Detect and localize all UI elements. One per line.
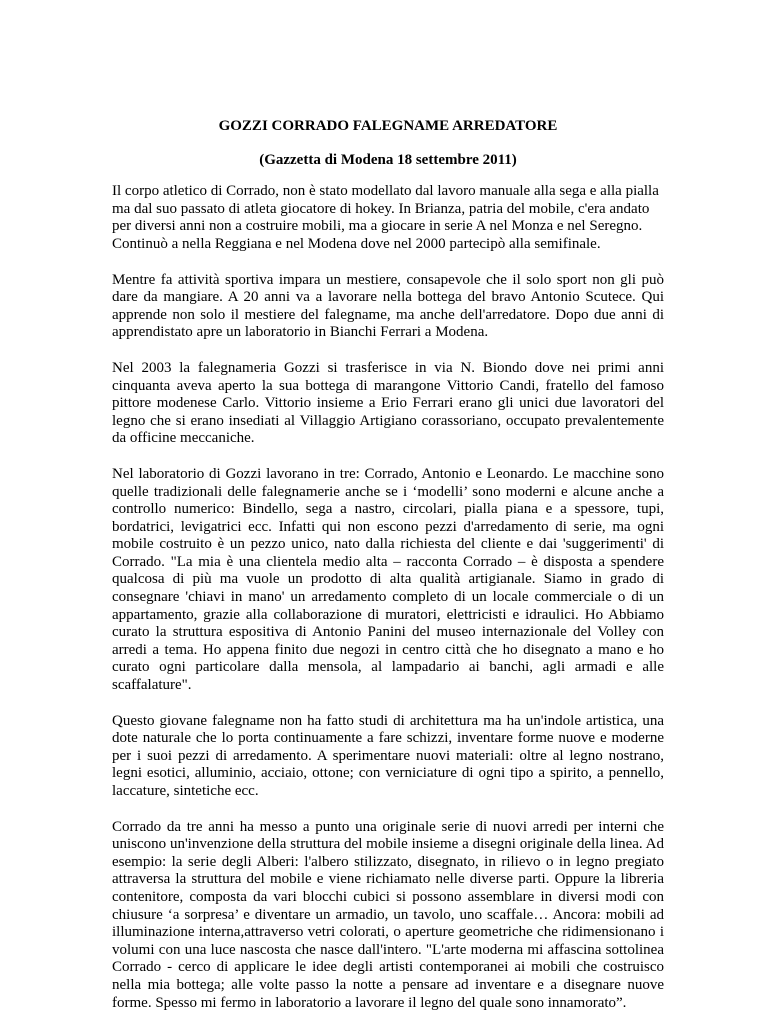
- paragraph-6: Corrado da tre anni ha messo a punto una originale serie di nuovi arredi per interni che uniscono un'invenzione della struttura del mobile insieme a disegni originale della linea. Ad esempio: la serie degli Alberi: l'albero stilizzato, disegnato, in rilievo o in legno pregiato attraversa la struttura del mobile e viene richiamato nelle diverse parti. Oppure la libreria contenitore, composta da vari blocchi cubici si possono assemblare in diversi modi con chiusure ‘a sorpresa’ e diventare un armadio, un tavolo, uno scaffale… Ancora: mobili ad illuminazione interna,attraverso vetri colorati, o aperture geometriche che ridimensionano i volumi con una luce nascosta che nasce dall'intero. "L'arte moderna mi affascina sottolinea Corrado - cerco di applicare le idee degli artisti contemporanei ai mobili che costruisco nella mia bottega; alle volte passo la notte a pensare ad inventare e a disegnare nuove forme. Spesso mi fermo in laboratorio a lavorare il legno del quale sono innamorato”.: [112, 818, 664, 1011]
- paragraph-4: Nel laboratorio di Gozzi lavorano in tre: Corrado, Antonio e Leonardo. Le macchine sono quelle tradizionali delle falegnamerie anche se i ‘modelli’ sono moderni e alcune anche a controllo numerico: Bindello, sega a nastro, circolari, pialla piana e a spessore, tupi, bordatrici, levigatrici ecc. Infatti qui non escono pezzi d'arredamento di serie, ma ogni mobile costruito è un pezzo unico, nato dalla richiesta del cliente e dai 'suggerimenti' di Corrado. "La mia è una clientela medio alta – racconta Corrado – è disposta a spendere qualcosa di più ma vuole un prodotto di alta qualità artigianale. Siamo in grado di consegnare 'chiavi in mano' un arredamento completo di un locale commerciale o di un appartamento, grazie alla collaborazione di muratori, elettricisti e idraulici. Ho Abbiamo curato la struttura espositiva di Antonio Panini del museo internazionale del Volley con arredi a tema. Ho appena finito due negozi in centro città che ho disegnato a mano e ho curato ogni particolare dalla mensola, al lampadario ai banchi, agli armadi e alle scaffalature".: [112, 465, 664, 694]
- paragraph-2: Mentre fa attività sportiva impara un mestiere, consapevole che il solo sport non gli può dare da mangiare. A 20 anni va a lavorare nella bottega del bravo Antonio Scutece. Qui apprende non solo il mestiere del falegname, ma anche dell'arredatore. Dopo due anni di apprendistato apre un laboratorio in Bianchi Ferrari a Modena.: [112, 271, 664, 341]
- document-subtitle: (Gazzetta di Modena 18 settembre 2011): [259, 151, 517, 168]
- document-page: [112, 118, 664, 1030]
- paragraph-5: Questo giovane falegname non ha fatto studi di architettura ma ha un'indole artistica, una dote naturale che lo porta continuamente a fare schizzi, inventare forme nuove e moderne per i suoi pezzi di arredamento. A sperimentare nuovi materiali: oltre al legno nostrano, legni esotici, alluminio, acciaio, ottone; con verniciature di ogni tipo a spirito, a pennello, laccature, sintetiche ecc.: [112, 712, 664, 799]
- paragraph-3: Nel 2003 la falegnameria Gozzi si trasferisce in via N. Biondo dove nei primi anni cinquanta aveva aperto la sua bottega di marangone Vittorio Candi, fratello del famoso pittore modenese Carlo. Vittorio insieme a Erio Ferrari erano gli unici due lavoratori del legno che si erano insediati al Villaggio Artigiano corassoriano, occupato prevalentemente da officine meccaniche.: [112, 359, 664, 447]
- paragraph-1: Il corpo atletico di Corrado, non è stato modellato dal lavoro manuale alla sega e alla pialla ma dal suo passato di atleta giocatore di hokey. In Brianza, patria del mobile, c'era andato per diversi anni non a costruire mobili, ma a giocare in serie A nel Monza e nel Seregno. Continuò a nella Reggiana e nel Modena dove nel 2000 partecipò alla semifinale.: [112, 183, 659, 252]
- document-title: GOZZI CORRADO FALEGNAME ARREDATORE: [218, 118, 558, 134]
